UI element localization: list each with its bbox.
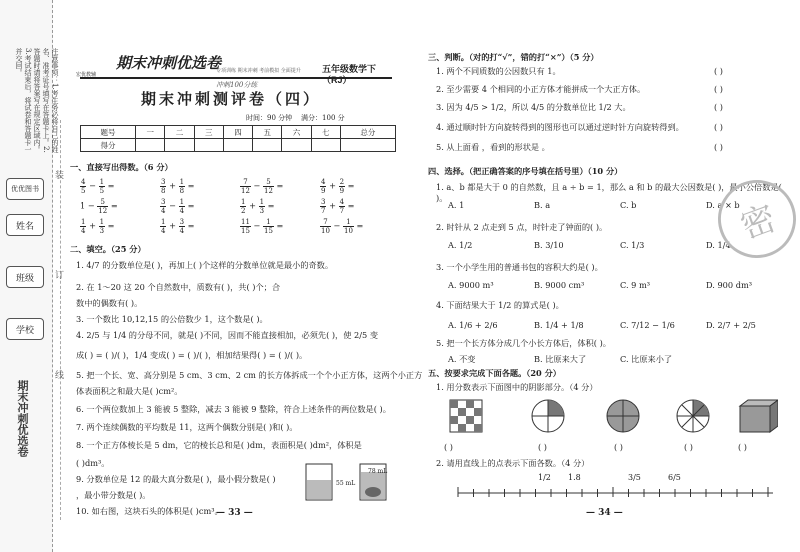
- figure-answer-blank[interactable]: ( ): [444, 442, 453, 452]
- score-cell[interactable]: [136, 139, 165, 152]
- fill-question: 成( ) = ( )/( )，1/4 变成( ) = ( )/( )，相加结果得( ) = ( )/( )。: [76, 350, 308, 360]
- fill-question: ( )dm³。: [76, 458, 110, 468]
- answer-blank[interactable]: ( ): [714, 142, 723, 152]
- score-row-label: 得分: [81, 139, 136, 152]
- fill-question: 7. 两个连续偶数的平均数是 11，这两个偶数分别是( )和( )。: [76, 422, 298, 432]
- brand-small: 宏优教辅: [76, 72, 97, 78]
- fraction-task: 1. 用分数表示下面图中的阴影部分。（4 分）: [436, 382, 598, 392]
- score-cell[interactable]: [282, 139, 311, 152]
- answer-blank[interactable]: ( ): [714, 102, 723, 112]
- section-3-title: 三、判断。（对的打“√”，错的打“×”）（5 分）: [428, 52, 599, 62]
- left-page: [66, 0, 423, 552]
- page-number: — 34 —: [586, 508, 623, 518]
- cylinder-2-label: 78 mL: [368, 468, 388, 475]
- fill-question: 9. 分数单位是 12 的最大真分数是( )，最小假分数是( ): [76, 474, 276, 484]
- side-word: 线: [55, 371, 65, 381]
- choice-option[interactable]: D. a × b: [706, 200, 740, 210]
- figure-answer-blank[interactable]: ( ): [684, 442, 693, 452]
- binding-strip: [0, 0, 59, 552]
- score-cell[interactable]: [165, 139, 194, 152]
- choice-option[interactable]: A. 不变: [448, 354, 476, 364]
- side-word: 装: [55, 171, 65, 181]
- score-cell[interactable]: [340, 139, 395, 152]
- side-word: 订: [55, 271, 65, 281]
- choice-question: 1. a、b 都是大于 0 的自然数，且 a ÷ b = 1，那么 a 和 b 的最大公因数是( )，最小公倍数是( )。: [436, 182, 782, 203]
- choice-question: 4. 下面结果大于 1/2 的算式是( )。: [436, 300, 564, 310]
- calc-item: 1 − $\frac{5}{12}$ =: [80, 198, 118, 215]
- choice-option[interactable]: B. 1/4 + 1/8: [534, 320, 584, 330]
- series-title: 期末冲刺优选卷: [116, 55, 222, 72]
- numberline-label: 3/5: [628, 473, 641, 482]
- fill-question: 4. 2/5 与 1/4 的分母不同，就是( )不同，因而不能直接相加，必须先( )，使 2/5 变: [76, 330, 379, 340]
- choice-question: 2. 时针从 2 点走到 5 点，时针走了钟面的( )。: [436, 222, 608, 232]
- score-head-cell: 七: [311, 126, 340, 139]
- judge-question: 1. 两个不同质数的公因数只有 1。: [436, 66, 561, 76]
- strip-notes: 注意事项：1.考生务必将自己的姓名、准考证号填写在答题卡上。2.答题时请将答案写在规定区域内。3.考试结束后，将试卷和答题卡一并交回。: [15, 48, 59, 153]
- right-page: [418, 0, 790, 552]
- choice-option[interactable]: B. 3/10: [534, 240, 564, 250]
- judge-question: 5. 从上面看 ，看到的形状是 。: [436, 142, 550, 152]
- choice-option[interactable]: D. 900 dm³: [706, 280, 752, 290]
- choice-option[interactable]: A. 1/2: [448, 240, 473, 250]
- score-cell[interactable]: [311, 139, 340, 152]
- circle-figure-1: [532, 400, 564, 432]
- cube-figure: [740, 400, 778, 432]
- calc-item: $\frac{3}{7}$ + $\frac{4}{7}$ =: [321, 198, 355, 215]
- figure-answer-blank[interactable]: ( ): [738, 442, 747, 452]
- choice-option[interactable]: C. 1/3: [620, 240, 645, 250]
- exam-title: 期末冲刺测评卷（四）: [140, 91, 321, 108]
- grade-label: 五年级数学下（RJ）: [322, 64, 377, 85]
- choice-option[interactable]: B. a: [534, 200, 551, 210]
- choice-option[interactable]: C. 比原来小了: [620, 354, 673, 364]
- shaded-figures: [448, 398, 778, 444]
- fill-question: 5. 把一个长、宽、高分别是 5 cm、3 cm、2 cm 的长方体拆成一个个小正方体，这两个小正方: [76, 370, 423, 380]
- fill-question: 数中的偶数有( )。: [76, 298, 143, 308]
- school-field[interactable]: 学校: [6, 318, 44, 340]
- header-rule: [80, 77, 392, 79]
- stone: [365, 487, 381, 497]
- header-small: 冲刺100分练: [216, 81, 258, 89]
- page-number: — 33 —: [216, 508, 253, 518]
- section-5-title: 五、按要求完成下面各题。（20 分）: [428, 368, 561, 378]
- choice-option[interactable]: A. 1/6 + 2/6: [448, 320, 498, 330]
- choice-question: 3. 一个小学生用的普通书包的容积大约是( )。: [436, 262, 603, 272]
- name-field[interactable]: 姓名: [6, 214, 44, 236]
- strip-bottom-brand: 期末冲刺优选卷: [16, 380, 29, 457]
- answer-blank[interactable]: ( ): [714, 122, 723, 132]
- numberline-label: 1/2: [538, 473, 551, 482]
- water-1: [307, 480, 331, 499]
- score-head-cell: 四: [223, 126, 252, 139]
- choice-question: 5. 把一个长方体分成几个小长方体后，体积( )。: [436, 338, 611, 348]
- score-head-cell: 题号: [81, 126, 136, 139]
- grid-figure: [450, 400, 482, 432]
- figure-answer-blank[interactable]: ( ): [614, 442, 623, 452]
- fill-question: 8. 一个正方体棱长是 5 dm，它的棱长总和是( )dm，表面积是( )dm²，体积是: [76, 440, 362, 450]
- circle-figure-2: [607, 400, 639, 432]
- score-head-cell: 一: [136, 126, 165, 139]
- strip-brand: 优优图书: [6, 178, 44, 200]
- section-1-title: 一、直接写出得数。（6 分）: [70, 162, 173, 172]
- score-table: [80, 125, 396, 152]
- choice-option[interactable]: C. b: [620, 200, 637, 210]
- score-head-cell: 三: [194, 126, 223, 139]
- calc-item: $\frac{4}{5}$ − $\frac{1}{5}$ =: [81, 178, 115, 195]
- fill-question: 6. 一个两位数加上 3 能被 5 整除，减去 3 能被 9 整除，符合上述条件的两位数是( )。: [76, 404, 391, 414]
- calc-item: $\frac{1}{4}$ + $\frac{1}{3}$ =: [81, 218, 115, 235]
- choice-option[interactable]: A. 9000 m³: [448, 280, 494, 290]
- calc-item: $\frac{7}{10}$ − $\frac{1}{10}$ =: [321, 218, 364, 235]
- figure-answer-blank[interactable]: ( ): [538, 442, 547, 452]
- fill-question: ，最小带分数是( )。: [76, 490, 151, 500]
- secret-stamp: 密: [707, 169, 800, 269]
- fill-question: 10. 如右图，这块石头的体积是( )cm³。: [76, 506, 223, 516]
- choice-option[interactable]: B. 比原来大了: [534, 354, 587, 364]
- calc-item: $\frac{4}{9}$ + $\frac{2}{9}$ =: [321, 178, 355, 195]
- judge-question: 3. 因为 4/5 > 1/2，所以 4/5 的分数单位比 1/2 大。: [436, 102, 631, 112]
- fill-question: 3. 一个数比 10,12,15 的公倍数少 1，这个数是( )。: [76, 314, 268, 324]
- numberline-label: 1.8: [568, 473, 581, 482]
- judge-question: 4. 通过顺时针方向旋转得到的图形也可以通过逆时针方向旋转得到。: [436, 122, 684, 132]
- fill-question: 2. 在 1～20 这 20 个自然数中，质数有( )，共( )个；合: [76, 282, 281, 292]
- choice-option[interactable]: C. 7/12 − 1/6: [620, 320, 675, 330]
- section-4-title: 四、选择。（把正确答案的序号填在括号里）（10 分）: [428, 166, 623, 176]
- cylinder-1-label: 55 mL: [336, 480, 356, 487]
- calc-item: $\frac{3}{4}$ − $\frac{1}{4}$ =: [161, 198, 195, 215]
- number-line: [448, 486, 778, 500]
- calc-item: $\frac{3}{8}$ + $\frac{1}{8}$ =: [161, 178, 195, 195]
- calc-item: $\frac{7}{12}$ − $\frac{5}{12}$ =: [241, 178, 284, 195]
- calc-item: $\frac{11}{15}$ − $\frac{1}{15}$ =: [241, 218, 284, 235]
- answer-blank[interactable]: ( ): [714, 66, 723, 76]
- score-cell[interactable]: [223, 139, 252, 152]
- numberline-task: 2. 请用直线上的点表示下面各数。（4 分）: [436, 458, 590, 468]
- judge-question: 2. 至少需要 4 个相同的小正方体才能拼成一个大正方体。: [436, 84, 646, 94]
- series-sub: 专项训练 期末冲刺 考前模拟 全面提升: [216, 68, 301, 74]
- numberline-label: 6/5: [668, 473, 681, 482]
- choice-option[interactable]: B. 9000 cm³: [534, 280, 585, 290]
- choice-option[interactable]: D. 2/7 + 2/5: [706, 320, 756, 330]
- score-head-cell: 五: [253, 126, 282, 139]
- score-head-cell: 二: [165, 126, 194, 139]
- choice-option[interactable]: C. 9 m³: [620, 280, 651, 290]
- class-field[interactable]: 班级: [6, 266, 44, 288]
- score-cell[interactable]: [194, 139, 223, 152]
- circle-figure-3: [677, 400, 709, 432]
- time-limit: 时间：90 分钟 满分：100 分: [246, 114, 345, 122]
- choice-option[interactable]: A. 1: [448, 200, 465, 210]
- section-2-title: 二、填空。（25 分）: [70, 244, 146, 254]
- calc-item: $\frac{1}{2}$ + $\frac{1}{3}$ =: [241, 198, 275, 215]
- fill-question: 体表面积之和最大是( )cm²。: [76, 386, 183, 396]
- score-head-cell: 六: [282, 126, 311, 139]
- fill-question: 1. 4/7 的分数单位是( )，再加上( )个这样的分数单位就是最小的奇数。: [76, 260, 334, 270]
- score-head-cell: 总分: [340, 126, 395, 139]
- score-cell[interactable]: [253, 139, 282, 152]
- answer-blank[interactable]: ( ): [714, 84, 723, 94]
- calc-item: $\frac{1}{4}$ + $\frac{3}{4}$ =: [161, 218, 195, 235]
- choice-option[interactable]: D. 1/4: [706, 240, 731, 250]
